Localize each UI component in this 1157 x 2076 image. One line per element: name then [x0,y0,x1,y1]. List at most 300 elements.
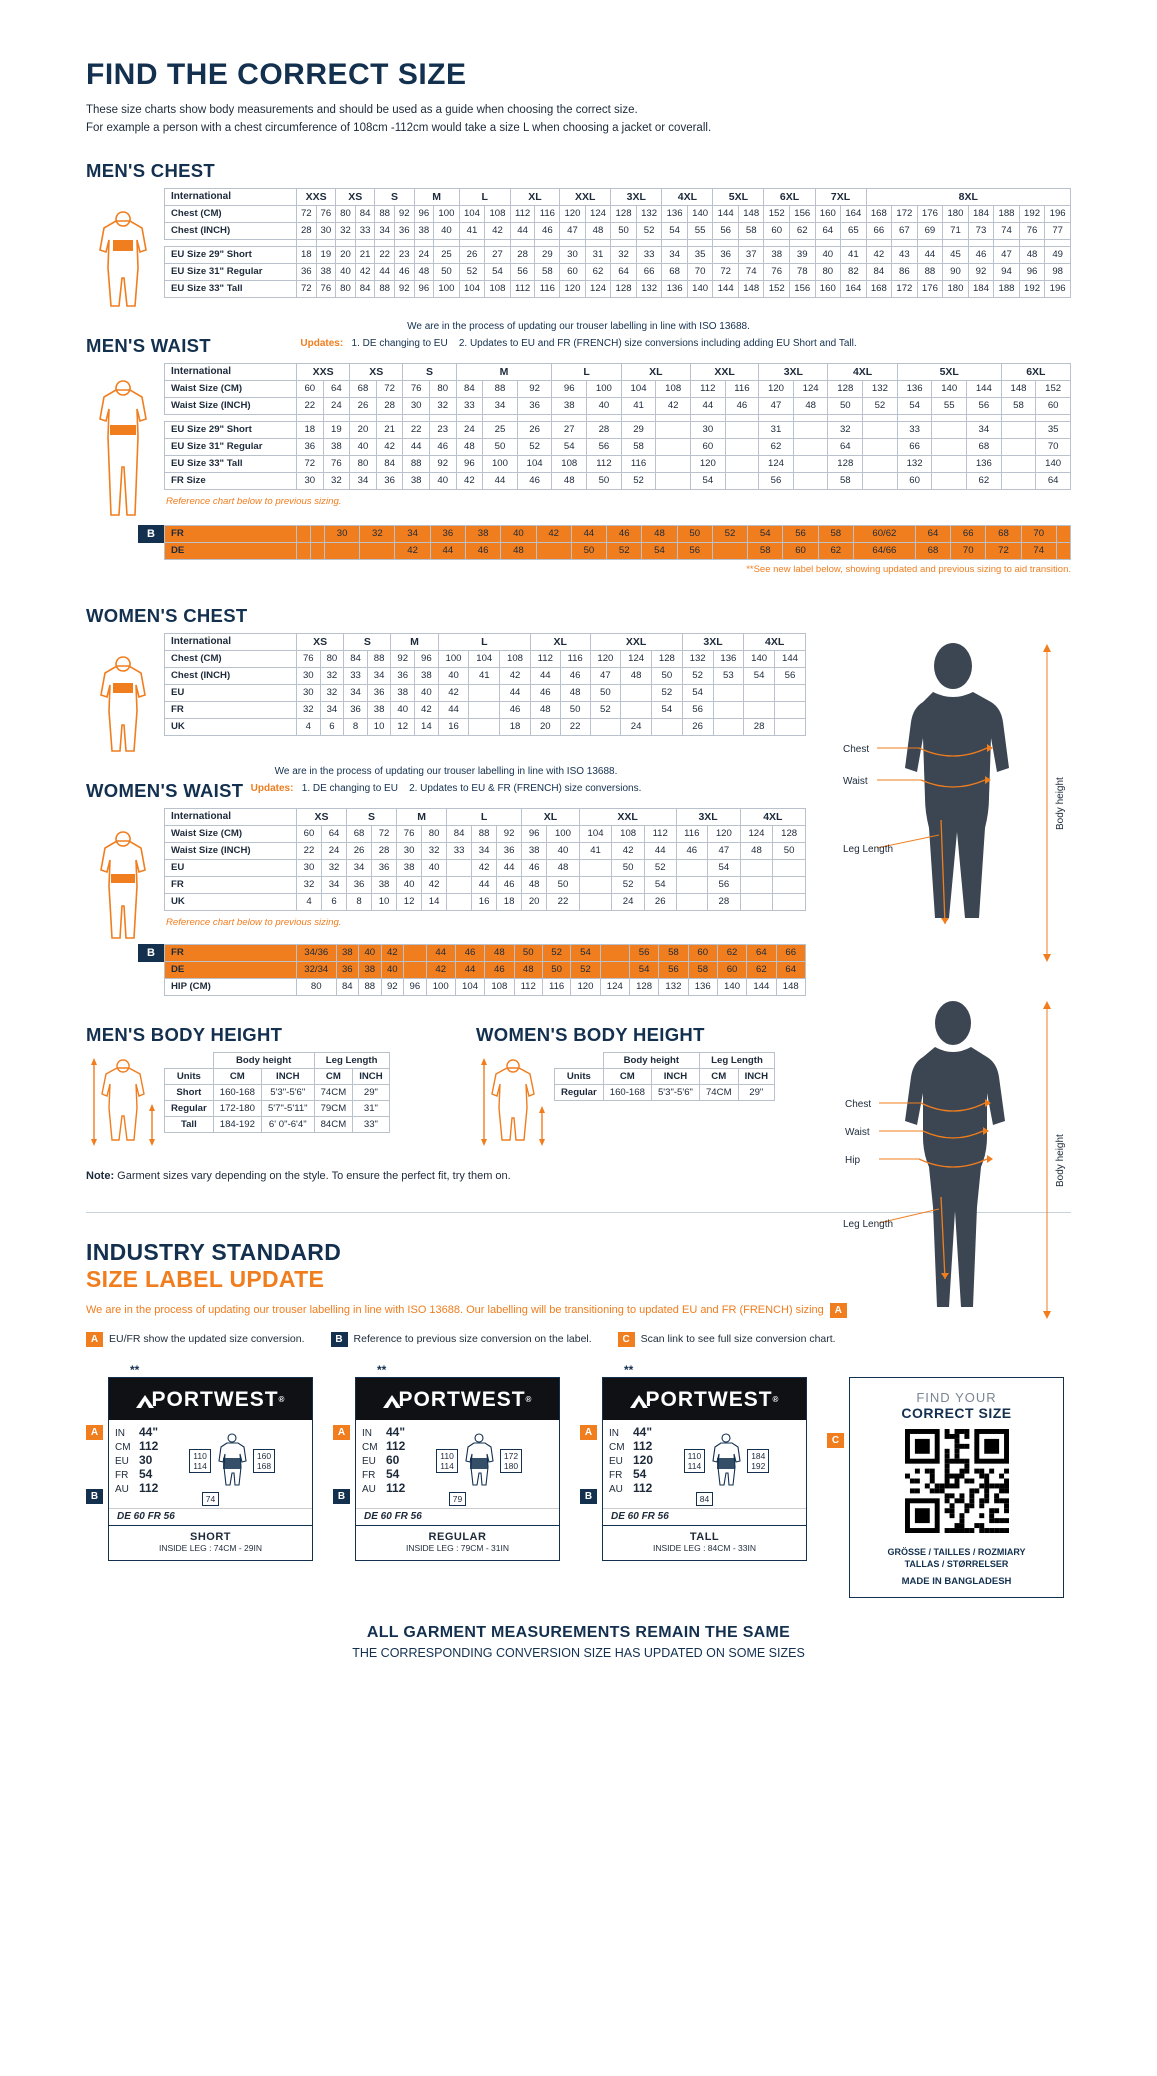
spec-row [362,1468,405,1482]
spec-value: 44" [386,1424,406,1439]
cell: 38 [414,222,434,239]
unit-header: CM [314,1068,353,1084]
table-spacer [165,414,1071,421]
spec-value: 112 [386,1438,406,1453]
industry-legend [86,1332,1071,1347]
cell: 132 [636,205,662,222]
cell: 36 [367,684,391,701]
cell: 112 [644,825,676,842]
cell: 37 [738,246,764,263]
cell: 12 [391,718,415,735]
cell: 104 [469,650,500,667]
cell: 92 [517,380,552,397]
spec-row [362,1482,405,1496]
cell: 34 [367,667,391,684]
spec-value: 44" [139,1424,159,1439]
cell: 36 [297,438,324,455]
spec-row [115,1482,158,1496]
tag-a-1: A [333,1425,350,1440]
cell: 8 [347,893,372,910]
cell: 23 [394,246,414,263]
cell: 46 [725,397,759,414]
cell: 60 [297,380,324,397]
cell: 48 [501,542,536,559]
cell: 68 [986,525,1021,542]
female-torso-figure [86,633,164,756]
qr-code[interactable] [905,1429,1009,1533]
cell: 33 [344,667,368,684]
cell: 50 [542,961,570,978]
group-header: Leg Length [699,1052,774,1068]
cell: 33" [353,1116,389,1132]
row-label: Waist Size (CM) [165,380,297,397]
table-row [165,893,806,910]
cell: 112 [530,650,560,667]
size-header: S [403,363,456,380]
cell: 52 [652,684,683,701]
cell: 47 [708,842,741,859]
cell: 72 [713,263,739,280]
cell: 21 [376,421,403,438]
cell: 116 [542,978,570,995]
cell: 44 [403,438,430,455]
table-row-previous [165,525,1071,542]
cell: 52 [542,944,570,961]
cell: 56 [713,222,739,239]
cell [932,472,967,489]
cell: 18 [297,421,324,438]
cell: 136 [713,650,744,667]
previous-size-conversion: DE 60 FR 56 [603,1508,806,1525]
cell: 42 [500,667,531,684]
callout-leg-length: Leg Length [843,844,894,855]
cell: 16 [438,718,469,735]
cell: 80 [815,263,841,280]
cell: 112 [510,205,535,222]
cell: 116 [535,205,560,222]
section-title-mens-body-height: MEN'S BODY HEIGHT [86,1023,283,1045]
size-header: XS [297,808,347,825]
cell: 48 [585,222,611,239]
cell: 31 [585,246,611,263]
cell [1056,542,1070,559]
tag-a-0: A [86,1425,103,1440]
cell [744,684,775,701]
cell [793,438,828,455]
cell: 31" [353,1100,389,1116]
cell: 96 [1019,263,1045,280]
cell: 64/66 [853,542,915,559]
section-title-mens-waist: MEN'S WAIST [86,334,211,356]
spec-row [362,1454,405,1468]
table-row [165,701,806,718]
cell: 100 [434,280,460,297]
update-1: 1. DE changing to EU [351,337,448,349]
male-waist-figure [86,363,164,525]
units-label: Units [555,1068,604,1084]
cell: 120 [560,280,586,297]
size-header: XXL [590,633,682,650]
cell: 73 [968,222,994,239]
cell: 132 [682,650,713,667]
brand-name: PORTWEST ® [645,1387,780,1411]
cell: 40 [336,263,356,280]
cell: 192 [1019,205,1045,222]
cell: 69 [917,222,943,239]
size-header: 8XL [866,188,1070,205]
row-label: EU Size 29" Short [165,421,297,438]
spec-value: 112 [139,1480,159,1495]
cell: 128 [828,380,863,397]
cell: 136 [688,978,717,995]
spec-key: EU [609,1455,623,1467]
cell: 58 [659,944,688,961]
cell: 58 [688,961,717,978]
cell: 52 [517,438,552,455]
spec-key: EU [362,1455,376,1467]
womens-update-1: 1. DE changing to EU [301,782,398,794]
label-spec [115,1426,158,1496]
cell: 22 [375,246,395,263]
cell: 70 [1036,438,1071,455]
cell: 76 [316,205,336,222]
cell: 152 [1036,380,1071,397]
cell: 38 [415,667,439,684]
cell [740,859,773,876]
cell: 54 [652,701,683,718]
cell: 42 [415,701,439,718]
cell: 71 [943,222,969,239]
womens-waist-previous-table [164,944,806,996]
cell: 188 [994,205,1020,222]
cell: 34 [662,246,688,263]
cell: 62 [967,472,1002,489]
cell: 128 [611,280,637,297]
spec-value: 120 [633,1452,654,1467]
female-height-figure [476,1052,550,1148]
cell: 76 [297,650,321,667]
cell [447,893,472,910]
cell [656,455,691,472]
cell [775,718,806,735]
spec-value: 44" [633,1424,653,1439]
cell: 60 [688,944,717,961]
male-height-figure [86,1052,160,1148]
cell: 42 [612,842,645,859]
size-header: XS [350,363,403,380]
cell: 62 [818,542,853,559]
cell: 124 [759,455,794,472]
cell: 32 [297,876,322,893]
cell: 21 [355,246,375,263]
size-header: XS [336,188,375,205]
table-row [165,718,806,735]
height-measure-box: 160 168 [253,1449,275,1473]
cell: 96 [414,280,434,297]
cell [404,961,427,978]
cell: 72 [297,205,317,222]
cell: 108 [656,380,691,397]
table-row [165,421,1071,438]
cell: 96 [552,380,587,397]
waist-measure-box: 110 114 [684,1449,706,1473]
mens-chest-table [164,188,1071,298]
cell: 56 [510,263,535,280]
row-label: EU [165,859,297,876]
cell: 44 [691,397,726,414]
cell: 116 [621,455,656,472]
column-header-label: International [165,188,297,205]
cell [740,876,773,893]
cell: 172 [892,205,918,222]
size-header: 7XL [815,188,866,205]
closing-line-2: THE CORRESPONDING CONVERSION SIZE HAS UPDATED ON SOME SIZES [352,1645,805,1660]
height-measure-box: 172 180 [500,1449,522,1473]
row-label: FR [165,525,297,542]
cell: 28 [708,893,741,910]
spec-key: AU [362,1483,376,1495]
cell: 64 [323,380,350,397]
industry-title-1: INDUSTRY STANDARD [86,1238,342,1265]
label-pictogram [405,1426,553,1496]
cell: 136 [967,455,1002,472]
cell: 50 [560,701,590,718]
cell: 40 [438,667,469,684]
cell: 29 [621,421,656,438]
cell: 140 [744,650,775,667]
cell: 36 [713,246,739,263]
cell: 46 [522,859,547,876]
cell [310,542,324,559]
cell: 28 [587,421,622,438]
cell: 34 [395,525,430,542]
spec-value: 112 [633,1438,653,1453]
cell: 152 [764,205,790,222]
page-title: FIND THE CORRECT SIZE [86,58,467,91]
spec-row [115,1426,158,1440]
brand-name: PORTWEST ® [398,1387,533,1411]
cell [310,525,324,542]
cell: 88 [472,825,497,842]
size-header: XL [530,633,590,650]
cell: 74 [738,263,764,280]
update-2: 2. Updates to EU and FR (FRENCH) size conversions including adding EU Short and Tall. [458,337,857,349]
table-row [165,859,806,876]
cell: 48 [793,397,828,414]
cell: 32 [611,246,637,263]
table-row-hip [165,978,806,995]
cell: 64 [1036,472,1071,489]
size-header: M [397,808,447,825]
cell [1056,525,1070,542]
cell: 40 [422,859,447,876]
cell: 55 [932,397,967,414]
cell: 76 [764,263,790,280]
cell: 41 [579,842,612,859]
cell: 40 [391,701,415,718]
cell: 132 [636,280,662,297]
cell [469,701,500,718]
cell: 60/62 [853,525,915,542]
row-label: FR [165,876,297,893]
mens-waist-footnote: **See new label below, showing updated and previous sizing to aid transition. [746,563,1071,575]
cell: 24 [456,421,483,438]
label-footer [356,1525,559,1560]
cell [1001,472,1036,489]
womens-waist-block [86,808,806,944]
cell: 120 [708,825,741,842]
cell: 72 [297,280,317,297]
cell: 136 [662,280,688,297]
cell: 144 [713,280,739,297]
legend-item-b [331,1332,592,1347]
spec-key: EU [115,1455,129,1467]
size-header: XL [621,363,690,380]
cell: 56 [759,472,794,489]
mens-body-height-table [164,1052,390,1133]
legend-text-a: EU/FR show the updated size conversion. [109,1333,305,1346]
callout-hip-female: Hip [845,1155,861,1166]
cell: 104 [579,825,612,842]
cell: 22 [547,893,580,910]
cell: 48 [414,263,434,280]
mens-waist-ref-note: Reference chart below to previous sizing. [166,495,342,507]
row-label: DE [165,542,297,559]
cell: 120 [691,455,726,472]
cell: 84 [447,825,472,842]
table-row [165,438,1071,455]
cell: 124 [793,380,828,397]
cell: 184 [968,280,994,297]
cell: 100 [483,455,518,472]
cell: 54 [744,667,775,684]
cell: 34 [320,701,344,718]
cell: 98 [1045,263,1071,280]
brand-block [356,1378,559,1420]
cell: 46 [497,876,522,893]
cell: 64 [815,222,841,239]
spec-key: FR [609,1469,623,1481]
cell: 164 [841,205,867,222]
cell: 38 [391,684,415,701]
cell: 52 [459,263,485,280]
cell: 74CM [699,1084,738,1100]
cell: 128 [652,650,683,667]
cell: 64 [915,525,950,542]
cell: 64 [776,961,805,978]
cell [656,438,691,455]
cell: 36 [347,876,372,893]
cell: 30 [403,397,430,414]
cell: 50 [514,944,542,961]
cell [773,876,806,893]
callout-leg-length-female: Leg Length [843,1219,894,1230]
cell: 66 [866,222,892,239]
spec-row [609,1482,653,1496]
cell: 44 [375,263,395,280]
cell: 36 [391,667,415,684]
spec-key: CM [362,1441,378,1453]
cell: 40 [434,222,460,239]
cell: 120 [590,650,621,667]
cell: 92 [497,825,522,842]
spec-key: CM [115,1441,131,1453]
cell: 58 [535,263,560,280]
cell: 36 [336,961,359,978]
womens-chest-table [164,633,806,736]
table-spacer [165,239,1071,246]
cell: 27 [485,246,511,263]
row-label: Chest (CM) [165,650,297,667]
cell [725,455,759,472]
tag-c-qr: C [827,1433,844,1448]
spec-value: 54 [633,1466,647,1481]
cell: 25 [434,246,460,263]
cell: 84 [376,455,403,472]
cell: 112 [691,380,726,397]
cell: 46 [500,701,531,718]
cell: 30 [297,684,321,701]
legend-text-b: Reference to previous size conversion on the label. [353,1333,592,1346]
cell: 96 [522,825,547,842]
cell: 38 [336,944,359,961]
cell: 50 [652,667,683,684]
cell: 26 [347,842,372,859]
cell: 26 [517,421,552,438]
spec-row [609,1468,653,1482]
cell [447,876,472,893]
label-figure-icon [215,1433,249,1489]
cell [793,421,828,438]
cell [600,944,629,961]
row-label: Chest (CM) [165,205,297,222]
spec-row [115,1440,158,1454]
cell: 12 [397,893,422,910]
size-header: XXL [579,808,676,825]
cell: 100 [434,205,460,222]
group-header: Body height [213,1052,314,1068]
cell: 48 [456,438,483,455]
cell: 192 [1019,280,1045,297]
cell: 54 [644,876,676,893]
tag-b-0: B [86,1489,103,1504]
cell: 164 [841,280,867,297]
unit-header: INCH [738,1068,774,1084]
cell: 56 [629,944,658,961]
cell: 140 [687,280,713,297]
cell: 132 [659,978,688,995]
table-row [165,455,1071,472]
cell [713,701,744,718]
callout-chest-female: Chest [845,1099,872,1110]
size-header: S [344,633,391,650]
cell: 20 [350,421,377,438]
tag-b-2: B [580,1489,597,1504]
cell: 36 [376,472,403,489]
cell: 66 [951,525,986,542]
cell: 50 [611,222,637,239]
cell: 112 [510,280,535,297]
cell [863,455,898,472]
table-row [555,1084,775,1100]
cell [1001,455,1036,472]
cell: 42 [536,525,571,542]
label-figure-icon [462,1433,496,1489]
spec-row [609,1440,653,1454]
cell: 46 [535,222,560,239]
cell: 108 [612,825,645,842]
cell: 68 [350,380,377,397]
